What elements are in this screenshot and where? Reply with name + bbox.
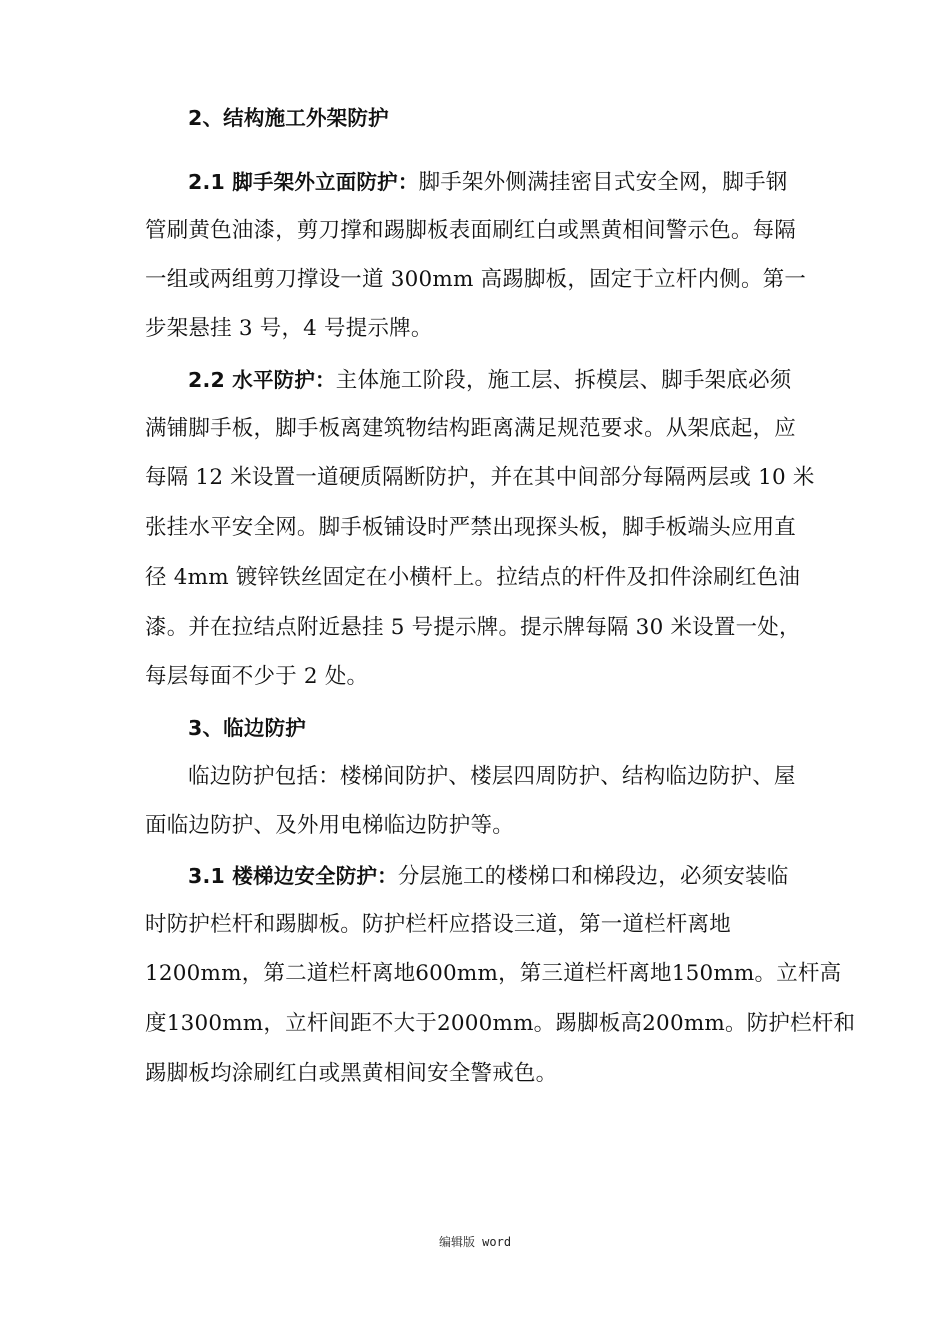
paragraph-2-2-line-1 <box>188 365 791 396</box>
paragraph-2-1-line-2: 管刷黄色油漆，剪刀撑和踢脚板表面刷红白或黑黄相间警示色。每隔 <box>145 218 797 243</box>
section-label-3-1: 3.1 楼梯边安全防护： <box>188 864 398 888</box>
paragraph-2-2-line-7: 每层每面不少于 2 处。 <box>145 664 369 689</box>
paragraph-text: 分层施工的楼梯口和梯段边，必须安装临 <box>397 864 789 889</box>
paragraph-2-2-line-4: 张挂水平安全网。脚手板铺设时严禁出现探头板，脚手板端头应用直 <box>145 515 797 540</box>
section-label-2-2: 2.2 水平防护： <box>188 368 336 392</box>
paragraph-2-2-line-3: 每隔 12 米设置一道硬质隔断防护，并在其中间部分每隔两层或 10 米 <box>145 465 815 490</box>
paragraph-2-2-line-6: 漆。并在拉结点附近悬挂 5 号提示牌。提示牌每隔 30 米设置一处， <box>145 615 801 640</box>
paragraph-2-2-line-5: 径 4mm 镀锌铁丝固定在小横杆上。拉结点的杆件及扣件涂刷红色油 <box>145 565 801 590</box>
paragraph-3-1-line-3: 1200mm，第二道栏杆离地600mm，第三道栏杆离地150mm。立杆高 <box>145 961 842 986</box>
paragraph-3-1-line-5: 踢脚板均涂刷红白或黑黄相间安全警戒色。 <box>145 1061 558 1086</box>
paragraph-3-1-line-4: 度1300mm，立杆间距不大于2000mm。踢脚板高200mm。防护栏杆和 <box>145 1011 856 1036</box>
paragraph-3-intro-line-2: 面临边防护、及外用电梯临边防护等。 <box>145 813 514 838</box>
section-heading-3: 3、临边防护 <box>188 716 306 740</box>
paragraph-2-1-line-1 <box>188 167 787 198</box>
paragraph-text: 脚手架外侧满挂密目式安全网，脚手钢 <box>418 170 788 195</box>
paragraph-2-1-line-4: 步架悬挂 3 号，4 号提示牌。 <box>145 316 433 341</box>
paragraph-3-intro-line-1: 临边防护包括：楼梯间防护、楼层四周防护、结构临边防护、屋 <box>188 764 796 789</box>
paragraph-2-1-line-3: 一组或两组剪刀撑设一道 300mm 高踢脚板，固定于立杆内侧。第一 <box>145 267 807 292</box>
paragraph-2-2-line-2: 满铺脚手板，脚手板离建筑物结构距离满足规范要求。从架底起，应 <box>145 416 797 441</box>
paragraph-3-1-line-1 <box>188 861 788 892</box>
section-heading-2: 2、结构施工外架防护 <box>188 106 389 130</box>
page-footer: 编辑版 word <box>438 1235 512 1249</box>
section-label-2-1: 2.1 脚手架外立面防护： <box>188 170 419 194</box>
paragraph-text: 主体施工阶段，施工层、拆模层、脚手架底必须 <box>335 368 792 393</box>
paragraph-3-1-line-2: 时防护栏杆和踢脚板。防护栏杆应搭设三道，第一道栏杆离地 <box>145 912 731 937</box>
